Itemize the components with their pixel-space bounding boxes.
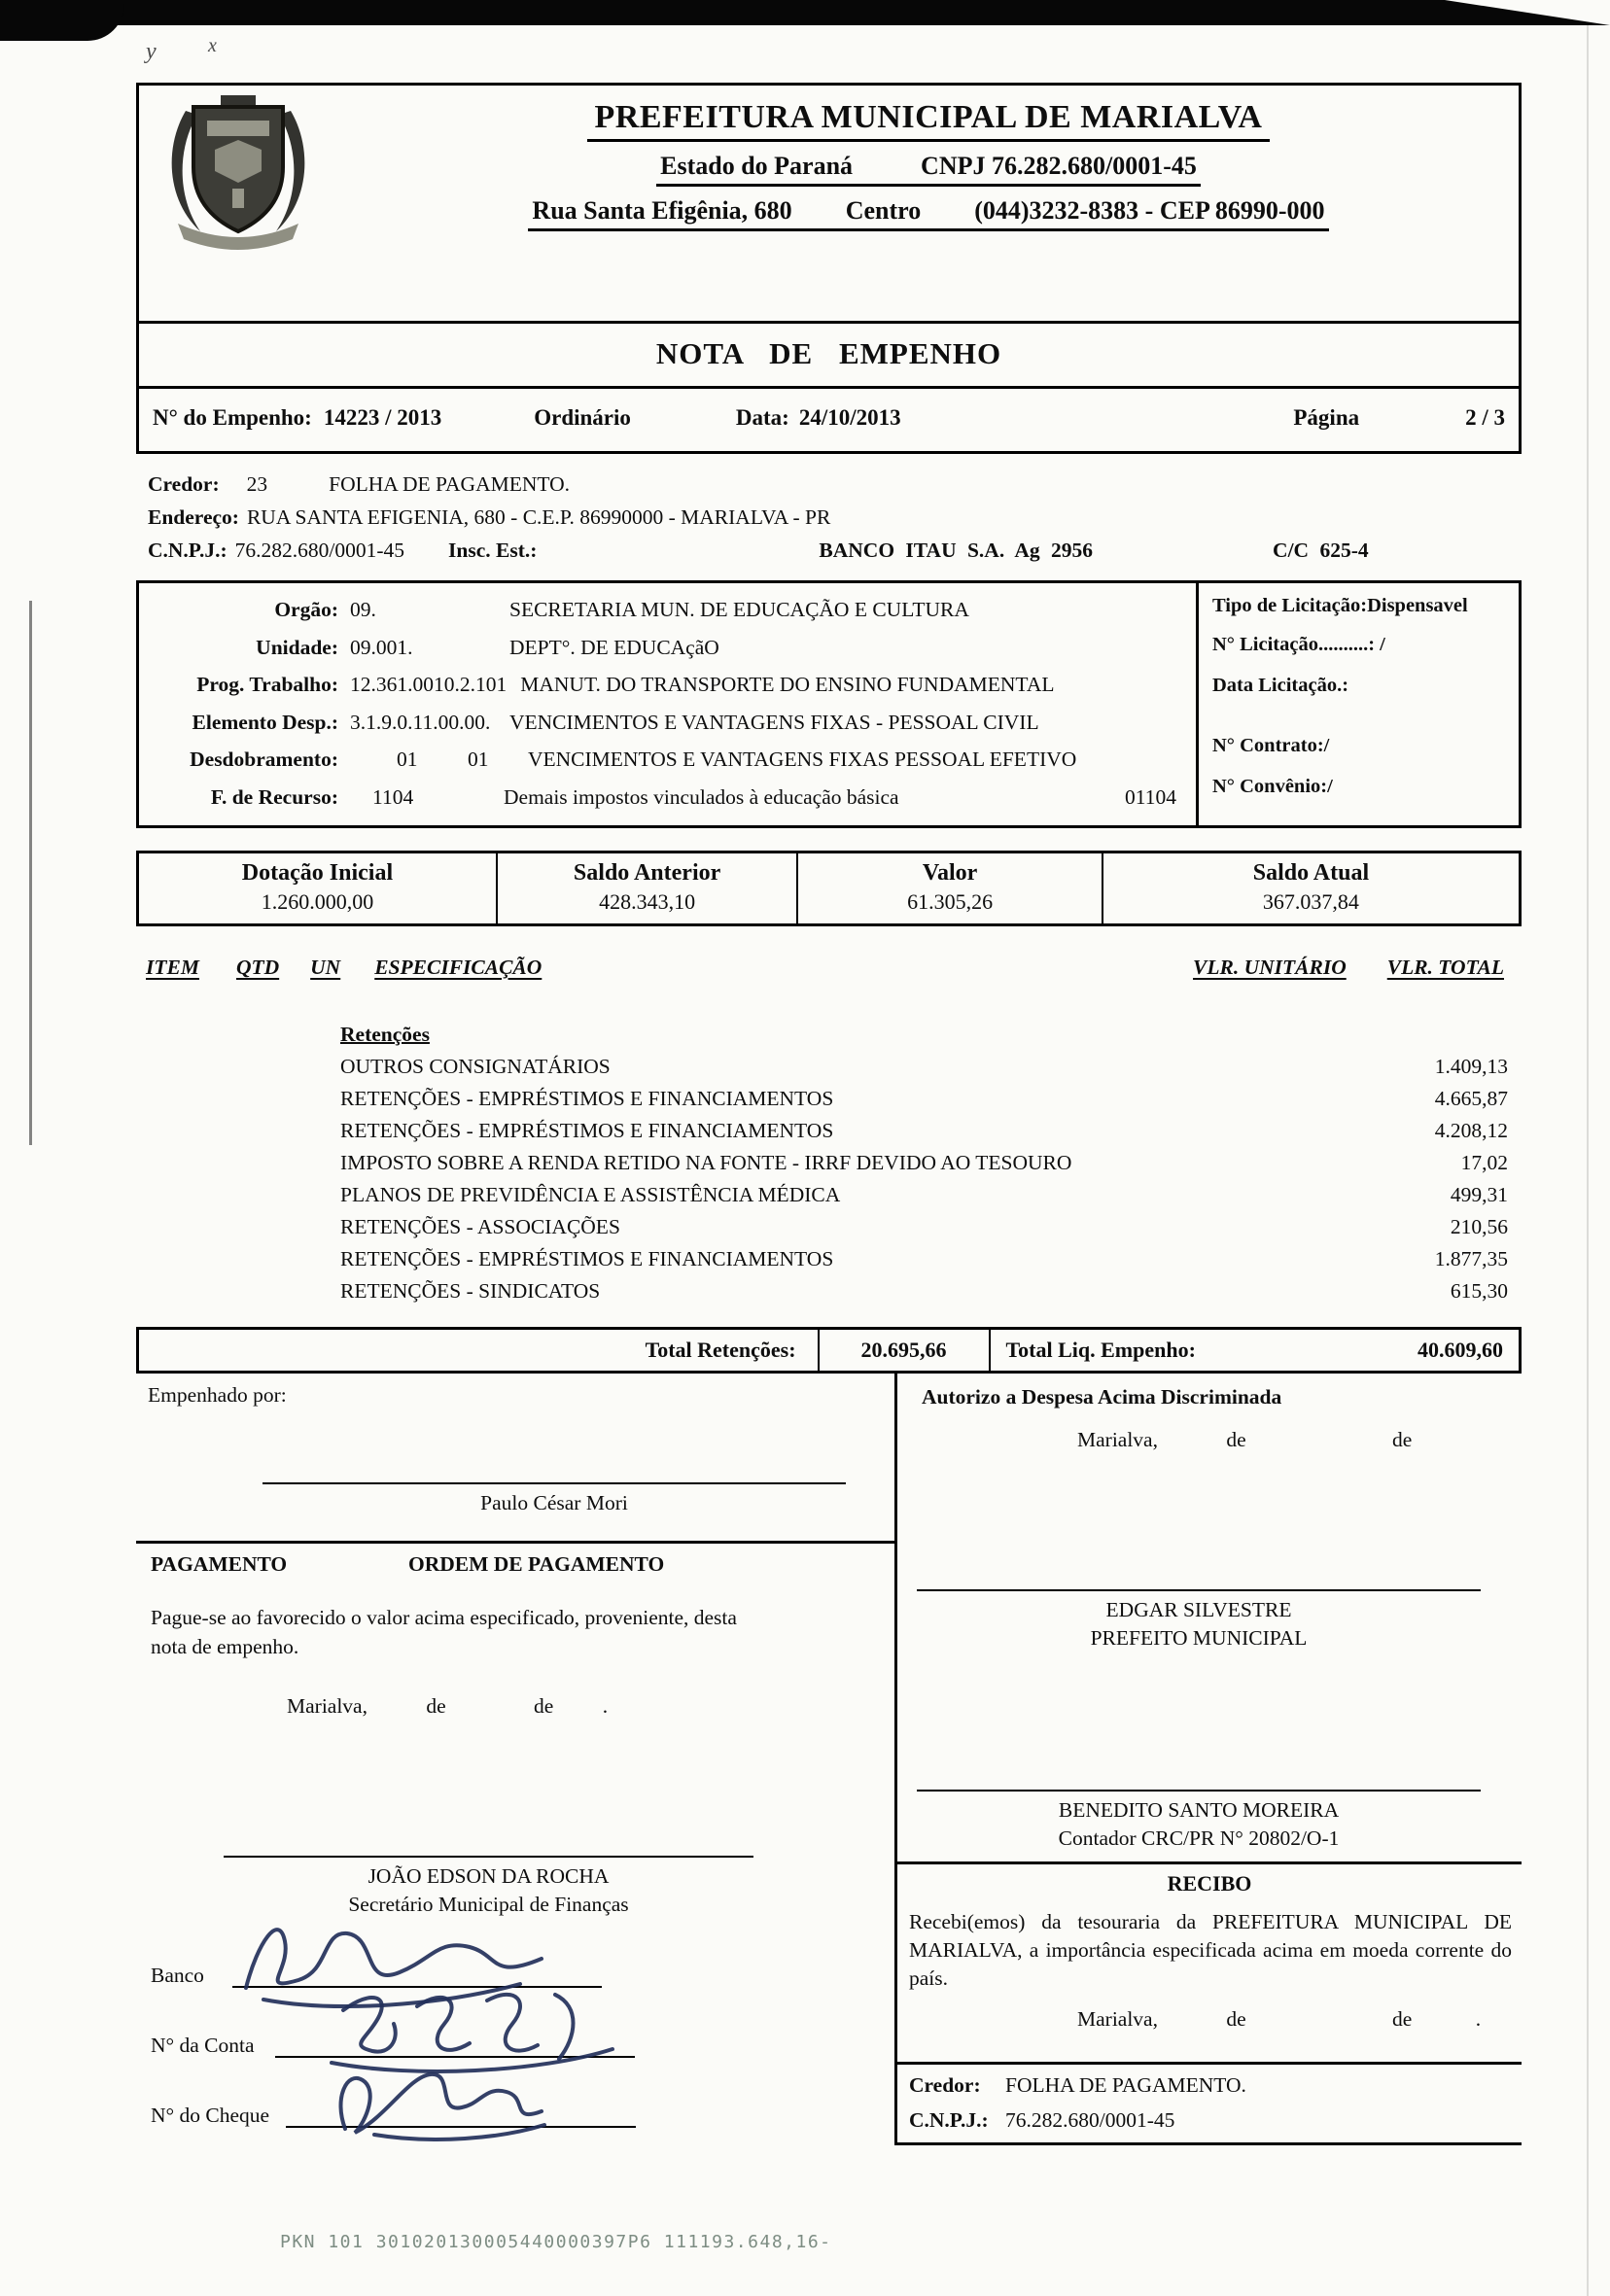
- desdobramento-row: [139, 741, 1196, 779]
- org-cnpj: CNPJ 76.282.680/0001-45: [921, 152, 1197, 180]
- recibo-credor-label: Credor:: [909, 2073, 981, 2097]
- empenhado-signature-line: [262, 1482, 846, 1517]
- total-liq-label: Total Liq. Empenho:: [1005, 1338, 1196, 1362]
- empenho-number-label: N° do Empenho:: [153, 405, 312, 430]
- city-word: Marialva,: [1077, 1428, 1158, 1451]
- vlr-total-col-header: VLR. TOTAL: [1386, 956, 1504, 979]
- elemento-desp-desc: VENCIMENTOS E VANTAGENS FIXAS - PESSOAL CIVIL: [509, 710, 1039, 734]
- balances-table: [136, 851, 1522, 926]
- fonte-recurso-row: [139, 779, 1196, 817]
- prog-trabalho-code: 12.361.0010.2.101: [350, 673, 508, 696]
- scan-corner-shadow: [0, 0, 124, 41]
- fonte-recurso-code: 1104: [372, 784, 414, 809]
- cheque-label: N° do Cheque: [151, 2104, 270, 2127]
- saldo-atual-cell: [1103, 853, 1519, 923]
- retention-desc: PLANOS DE PREVIDÊNCIA E ASSISTÊNCIA MÉDICA: [340, 1183, 841, 1206]
- page-value: 2 / 3: [1465, 405, 1505, 430]
- de-word: de: [426, 1694, 446, 1718]
- de-word: de: [534, 1694, 554, 1718]
- period: .: [1475, 2007, 1482, 2031]
- ordem-pagamento-heading: ORDEM DE PAGAMENTO: [408, 1552, 665, 1576]
- pague-se-text: Pague-se ao favorecido o valor acima especificado, proveniente, desta nota de empenho.: [151, 1606, 737, 1658]
- saldo-atual-value: 367.037,84: [1262, 889, 1359, 914]
- fonte-recurso-desc: Demais impostos vinculados à educação básica: [504, 784, 899, 809]
- municipal-crest-logo: [157, 93, 320, 251]
- org-address-line: [528, 196, 1328, 231]
- dotacao-inicial-header: Dotação Inicial: [241, 860, 394, 886]
- dot-matrix-footer-code: PKN 101 301020130005440000397P6 111193.648,16-: [280, 2232, 832, 2252]
- paper-edge: [1587, 25, 1589, 2296]
- signatures-section: [136, 1374, 1522, 2180]
- orgao-row: [139, 591, 1196, 629]
- retention-desc: RETENÇÕES - SINDICATOS: [340, 1279, 601, 1303]
- saldo-anterior-header: Saldo Anterior: [573, 860, 721, 886]
- pagamento-heading: PAGAMENTO: [151, 1552, 288, 1576]
- pagamento-divider: [136, 1541, 894, 1544]
- autorizo-heading: Autorizo a Despesa Acima Discriminada: [922, 1385, 1282, 1409]
- valor-value: 61.305,26: [907, 889, 994, 914]
- address-value: RUA SANTA EFIGENIA, 680 - C.E.P. 86990000 - MARIALVA - PR: [246, 505, 831, 529]
- desdobramento-desc: VENCIMENTOS E VANTAGENS FIXAS PESSOAL EFETIVO: [528, 748, 1077, 771]
- de-word: de: [1392, 2007, 1413, 2031]
- cnpj-label: C.N.P.J.:: [148, 539, 228, 562]
- empenhado-signer-name: Paulo César Mori: [480, 1491, 628, 1514]
- saldo-anterior-cell: [498, 853, 798, 923]
- retentions-list: [136, 1019, 1522, 1307]
- licitacao-numero: N° Licitação..........: /: [1212, 634, 1385, 655]
- creditor-address-row: [148, 501, 1510, 534]
- retention-desc: RETENÇÕES - EMPRÉSTIMOS E FINANCIAMENTOS: [340, 1087, 834, 1110]
- fonte-recurso-extra-code: 01104: [1125, 784, 1176, 809]
- city-word: Marialva,: [1077, 2007, 1158, 2031]
- date-line-recibo: [1077, 2007, 1481, 2032]
- fonte-recurso-label: F. de Recurso:: [210, 784, 338, 809]
- contador-signature-line: [917, 1790, 1481, 1853]
- vlr-unitario-col-header: VLR. UNITÁRIO: [1193, 956, 1347, 979]
- unidade-code: 09.001.: [350, 635, 413, 659]
- org-district: Centro: [845, 196, 922, 225]
- letterhead: [139, 86, 1519, 321]
- empenho-date-value: 24/10/2013: [798, 405, 901, 430]
- cnpj-value: 76.282.680/0001-45: [234, 539, 405, 562]
- document-title: NOTA DE EMPENHO: [139, 321, 1519, 386]
- retention-row: [146, 1211, 1512, 1243]
- total-retencoes-value: 20.695,66: [820, 1330, 991, 1371]
- retention-value: 615,30: [1450, 1279, 1508, 1303]
- creditor-code: 23: [246, 472, 268, 496]
- secretario-name: JOÃO EDSON DA ROCHA: [368, 1864, 610, 1888]
- desdobramento-code: 01: [397, 748, 418, 771]
- licitacao-tipo: Tipo de Licitação:Dispensavel: [1212, 595, 1468, 616]
- orgao-label: Orgão:: [274, 598, 338, 621]
- contrato-numero: N° Contrato:/: [1212, 735, 1330, 756]
- retention-row: [146, 1179, 1512, 1211]
- retention-desc: OUTROS CONSIGNATÁRIOS: [340, 1055, 611, 1078]
- items-table-header: [136, 956, 1522, 980]
- valor-header: Valor: [922, 860, 978, 886]
- retention-value: 499,31: [1450, 1183, 1508, 1206]
- recibo-title: RECIBO: [1167, 1871, 1252, 1896]
- conta-label: N° da Conta: [151, 2034, 255, 2057]
- retention-value: 210,56: [1450, 1215, 1508, 1238]
- org-name: PREFEITURA MUNICIPAL DE MARIALVA: [587, 99, 1271, 142]
- desdobramento-label: Desdobramento:: [190, 748, 338, 771]
- empenho-number-value: 14223 / 2013: [323, 405, 442, 430]
- de-word: de: [1392, 1428, 1413, 1451]
- de-word: de: [1226, 1428, 1246, 1451]
- recibo-divider: [897, 1861, 1522, 1864]
- saldo-anterior-value: 428.343,10: [599, 889, 696, 914]
- creditor-row: [148, 468, 1510, 501]
- retention-row: [146, 1147, 1512, 1179]
- document-header-frame: [136, 83, 1522, 454]
- unidade-label: Unidade:: [256, 635, 338, 659]
- period: .: [602, 1694, 609, 1718]
- orgao-desc: SECRETARIA MUN. DE EDUCAÇÃO E CULTURA: [509, 598, 969, 621]
- dotacao-inicial-value: 1.260.000,00: [261, 889, 374, 914]
- recibo-cnpj-row: [909, 2108, 1174, 2133]
- scan-edge-line: [29, 601, 32, 1145]
- bank-info: BANCO ITAU S.A. Ag 2956: [819, 539, 1094, 562]
- retention-desc: RETENÇÕES - EMPRÉSTIMOS E FINANCIAMENTOS: [340, 1247, 834, 1270]
- creditor-name: FOLHA DE PAGAMENTO.: [329, 472, 571, 496]
- state-registration-label: Insc. Est.:: [448, 539, 538, 562]
- banco-label: Banco: [151, 1964, 204, 1987]
- retention-row: [146, 1051, 1512, 1083]
- left-signature-column: [136, 1374, 894, 2180]
- account-info: C/C 625-4: [1273, 539, 1369, 562]
- recibo-credor-name: FOLHA DE PAGAMENTO.: [1005, 2073, 1246, 2097]
- recibo-credor-divider: [897, 2062, 1522, 2065]
- page-label: Página: [1293, 405, 1360, 430]
- retention-desc: RETENÇÕES - ASSOCIAÇÕES: [340, 1215, 620, 1238]
- recibo-cnpj-value: 76.282.680/0001-45: [1005, 2108, 1175, 2132]
- prog-trabalho-label: Prog. Trabalho:: [196, 673, 338, 696]
- unidade-desc: DEPT°. DE EDUCAçãO: [509, 635, 719, 659]
- pen-mark: x: [208, 35, 217, 56]
- empenho-type: Ordinário: [534, 405, 631, 430]
- prefeito-signature-line: [917, 1589, 1481, 1652]
- item-col-header: ITEM: [146, 956, 199, 979]
- unidade-row: [139, 629, 1196, 667]
- retention-value: 4.665,87: [1434, 1087, 1508, 1110]
- convenio-numero: N° Convênio:/: [1212, 776, 1333, 797]
- creditor-cnpj-row: [148, 534, 1510, 567]
- budget-classification-frame: [136, 580, 1522, 828]
- total-retencoes-label: Total Retenções:: [139, 1330, 820, 1371]
- date-line-autorizo: [1077, 1428, 1412, 1452]
- recibo-cnpj-label: C.N.P.J.:: [909, 2108, 989, 2132]
- retention-row: [146, 1115, 1512, 1147]
- letterhead-text: [338, 86, 1519, 231]
- right-column-bottom-border: [897, 2142, 1522, 2145]
- empenhado-por-label: Empenhado por:: [148, 1383, 287, 1407]
- org-phone-cep: (044)3232-8383 - CEP 86990-000: [974, 196, 1325, 225]
- retention-value: 17,02: [1460, 1151, 1508, 1174]
- orgao-code: 09.: [350, 598, 376, 621]
- especificacao-col-header: ESPECIFICAÇÃO: [374, 956, 542, 979]
- prefeito-name: EDGAR SILVESTRE: [1105, 1598, 1292, 1621]
- city-word: Marialva,: [287, 1694, 368, 1718]
- de-word: de: [1226, 2007, 1246, 2031]
- prog-trabalho-row: [139, 666, 1196, 704]
- elemento-desp-label: Elemento Desp.:: [192, 710, 338, 734]
- empenho-info-row: [139, 386, 1519, 451]
- retention-desc: IMPOSTO SOBRE A RENDA RETIDO NA FONTE - IRRF DEVIDO AO TESOURO: [340, 1151, 1072, 1174]
- dotacao-inicial-cell: [139, 853, 498, 923]
- un-col-header: UN: [310, 956, 341, 979]
- org-state-cnpj-line: [656, 152, 1201, 187]
- cheque-handwritten-number: [316, 2059, 559, 2141]
- right-signature-column: [894, 1374, 1522, 2145]
- prog-trabalho-desc: MANUT. DO TRANSPORTE DO ENSINO FUNDAMENTAL: [520, 673, 1055, 696]
- org-street: Rua Santa Efigênia, 680: [532, 196, 792, 225]
- recibo-credor-row: [909, 2073, 1246, 2098]
- desdobramento-code2: 01: [468, 748, 489, 771]
- address-label: Endereço:: [148, 505, 239, 529]
- saldo-atual-header: Saldo Atual: [1252, 860, 1370, 886]
- retention-value: 1.409,13: [1434, 1055, 1508, 1078]
- org-state: Estado do Paraná: [660, 152, 854, 180]
- retention-row: [146, 1275, 1512, 1307]
- valor-cell: [798, 853, 1103, 923]
- prefeito-title: PREFEITO MUNICIPAL: [1090, 1626, 1308, 1650]
- qtd-col-header: QTD: [235, 956, 280, 979]
- secretario-title: Secretário Municipal de Finanças: [348, 1893, 629, 1916]
- nota-de-empenho-document: [136, 83, 1522, 2180]
- elemento-desp-code: 3.1.9.0.11.00.00.: [350, 710, 491, 734]
- retentions-title: Retenções: [340, 1023, 430, 1046]
- contador-title: Contador CRC/PR N° 20802/O-1: [1058, 1826, 1340, 1850]
- date-line-pagamento: [287, 1694, 608, 1719]
- retention-value: 1.877,35: [1434, 1247, 1508, 1270]
- pen-mark: y: [146, 39, 157, 64]
- licitacao-data: Data Licitação.:: [1212, 675, 1349, 696]
- retention-row: [146, 1243, 1512, 1275]
- scan-black-strip: [0, 0, 1610, 25]
- retention-desc: RETENÇÕES - EMPRÉSTIMOS E FINANCIAMENTOS: [340, 1119, 834, 1142]
- scan-fold-wedge: [1445, 0, 1610, 25]
- contador-name: BENEDITO SANTO MOREIRA: [1058, 1798, 1340, 1822]
- retention-row: [146, 1083, 1512, 1115]
- creditor-label: Credor:: [148, 472, 220, 496]
- total-liq-value: 40.609,60: [1418, 1338, 1503, 1362]
- recibo-text: Recebi(emos) da tesouraria da PREFEITURA MUNICIPAL DE MARIALVA, a importância especificada acima em moeda corrente do país.: [909, 1910, 1512, 1990]
- licitacao-column: [1196, 583, 1519, 825]
- elemento-desp-row: [139, 704, 1196, 742]
- retention-value: 4.208,12: [1434, 1119, 1508, 1142]
- creditor-block: [136, 454, 1522, 574]
- empenho-date-label: Data:: [735, 405, 789, 430]
- budget-classification-left: [139, 583, 1196, 825]
- totals-row: [136, 1327, 1522, 1374]
